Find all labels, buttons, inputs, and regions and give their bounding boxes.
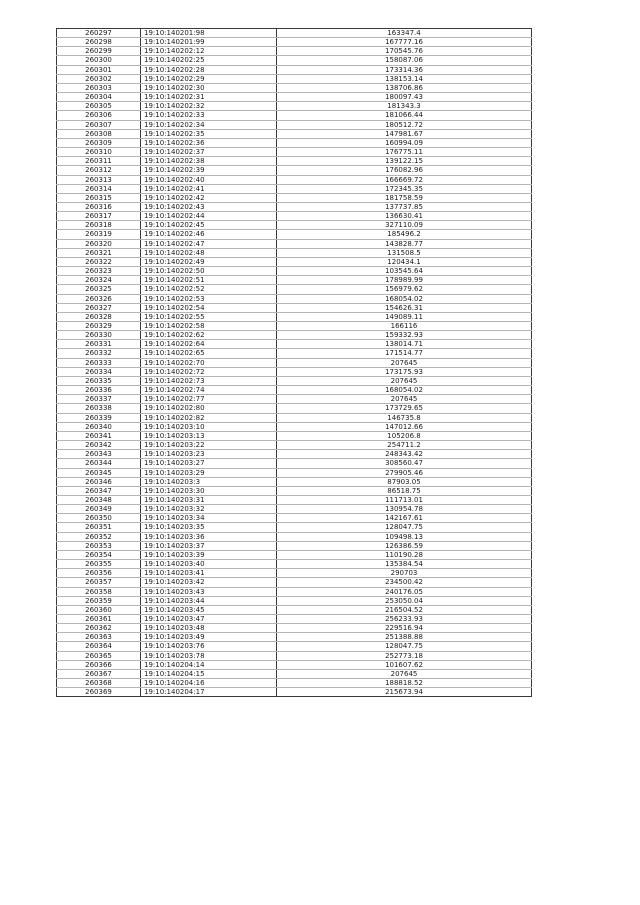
table-row — [57, 212, 532, 221]
cell-ts: 19:10:140203:45 — [141, 605, 277, 614]
cell-ts: 19:10:140202:36 — [141, 138, 277, 147]
table-row — [57, 184, 532, 193]
cell-val: 131508.5 — [277, 248, 532, 257]
cell-id: 260346 — [57, 477, 141, 486]
cell-ts: 19:10:140204:14 — [141, 660, 277, 669]
cell-val: 110190.28 — [277, 550, 532, 559]
cell-val: 172345.35 — [277, 184, 532, 193]
cell-id: 260338 — [57, 404, 141, 413]
cell-val: 173175.93 — [277, 367, 532, 376]
cell-val: 138014.71 — [277, 340, 532, 349]
cell-ts: 19:10:140203:23 — [141, 450, 277, 459]
cell-id: 260328 — [57, 312, 141, 321]
cell-val: 138153.14 — [277, 74, 532, 83]
cell-val: 254711.2 — [277, 441, 532, 450]
cell-val: 181343.3 — [277, 102, 532, 111]
cell-val: 252773.18 — [277, 651, 532, 660]
cell-id: 260347 — [57, 486, 141, 495]
cell-id: 260357 — [57, 578, 141, 587]
cell-ts: 19:10:140203:48 — [141, 624, 277, 633]
cell-val: 138706.86 — [277, 83, 532, 92]
table-row — [57, 331, 532, 340]
cell-val: 87903.05 — [277, 477, 532, 486]
table-row — [57, 560, 532, 569]
cell-ts: 19:10:140202:25 — [141, 56, 277, 65]
table-row — [57, 431, 532, 440]
cell-id: 260304 — [57, 93, 141, 102]
table-row — [57, 468, 532, 477]
cell-val: 207645 — [277, 669, 532, 678]
cell-id: 260362 — [57, 624, 141, 633]
table-row — [57, 83, 532, 92]
cell-id: 260332 — [57, 349, 141, 358]
cell-ts: 19:10:140203:32 — [141, 505, 277, 514]
table-row — [57, 514, 532, 523]
cell-id: 260359 — [57, 596, 141, 605]
cell-id: 260313 — [57, 175, 141, 184]
cell-ts: 19:10:140203:49 — [141, 633, 277, 642]
cell-id: 260348 — [57, 495, 141, 504]
table-row — [57, 29, 532, 38]
table-row — [57, 486, 532, 495]
cell-id: 260320 — [57, 239, 141, 248]
cell-val: 290703 — [277, 569, 532, 578]
cell-id: 260364 — [57, 642, 141, 651]
cell-ts: 19:10:140203:43 — [141, 587, 277, 596]
cell-ts: 19:10:140202:38 — [141, 157, 277, 166]
cell-id: 260323 — [57, 267, 141, 276]
cell-val: 180512.72 — [277, 120, 532, 129]
cell-val: 240176.05 — [277, 587, 532, 596]
cell-val: 105206.8 — [277, 431, 532, 440]
cell-val: 188818.52 — [277, 679, 532, 688]
table-row — [57, 596, 532, 605]
table-row — [57, 495, 532, 504]
cell-ts: 19:10:140202:48 — [141, 248, 277, 257]
cell-val: 143828.77 — [277, 239, 532, 248]
cell-val: 170545.76 — [277, 47, 532, 56]
cell-id: 260360 — [57, 605, 141, 614]
cell-id: 260325 — [57, 285, 141, 294]
table-row — [57, 56, 532, 65]
cell-ts: 19:10:140202:43 — [141, 202, 277, 211]
cell-id: 260336 — [57, 386, 141, 395]
table-row — [57, 569, 532, 578]
cell-ts: 19:10:140202:39 — [141, 166, 277, 175]
cell-id: 260352 — [57, 532, 141, 541]
cell-ts: 19:10:140203:31 — [141, 495, 277, 504]
table-row — [57, 459, 532, 468]
table-row — [57, 157, 532, 166]
cell-ts: 19:10:140203:41 — [141, 569, 277, 578]
table-row — [57, 120, 532, 129]
cell-val: 101607.62 — [277, 660, 532, 669]
cell-id: 260333 — [57, 358, 141, 367]
table-row — [57, 376, 532, 385]
cell-ts: 19:10:140202:46 — [141, 230, 277, 239]
cell-val: 137737.85 — [277, 202, 532, 211]
table-row — [57, 202, 532, 211]
table-row — [57, 312, 532, 321]
table-row — [57, 358, 532, 367]
table-row — [57, 267, 532, 276]
cell-val: 176082.96 — [277, 166, 532, 175]
cell-ts: 19:10:140202:34 — [141, 120, 277, 129]
cell-val: 176775.11 — [277, 148, 532, 157]
cell-ts: 19:10:140202:53 — [141, 294, 277, 303]
cell-id: 260322 — [57, 257, 141, 266]
cell-id: 260349 — [57, 505, 141, 514]
cell-id: 260302 — [57, 74, 141, 83]
cell-ts: 19:10:140202:29 — [141, 74, 277, 83]
cell-ts: 19:10:140204:15 — [141, 669, 277, 678]
cell-val: 207645 — [277, 358, 532, 367]
cell-ts: 19:10:140202:72 — [141, 367, 277, 376]
cell-id: 260301 — [57, 65, 141, 74]
cell-id: 260327 — [57, 303, 141, 312]
cell-val: 327110.09 — [277, 221, 532, 230]
cell-id: 260335 — [57, 376, 141, 385]
cell-ts: 19:10:140202:50 — [141, 267, 277, 276]
cell-val: 234500.42 — [277, 578, 532, 587]
cell-val: 160994.09 — [277, 138, 532, 147]
cell-val: 135384.54 — [277, 560, 532, 569]
data-table — [56, 28, 532, 697]
table-row — [57, 257, 532, 266]
table-row — [57, 477, 532, 486]
table-row — [57, 669, 532, 678]
table-row — [57, 303, 532, 312]
cell-id: 260326 — [57, 294, 141, 303]
cell-id: 260317 — [57, 212, 141, 221]
cell-id: 260329 — [57, 322, 141, 331]
cell-val: 156979.62 — [277, 285, 532, 294]
cell-ts: 19:10:140202:73 — [141, 376, 277, 385]
cell-id: 260305 — [57, 102, 141, 111]
table-row — [57, 541, 532, 550]
table-row — [57, 523, 532, 532]
cell-ts: 19:10:140202:64 — [141, 340, 277, 349]
cell-val: 181758.59 — [277, 193, 532, 202]
cell-val: 146735.8 — [277, 413, 532, 422]
cell-ts: 19:10:140202:12 — [141, 47, 277, 56]
cell-id: 260339 — [57, 413, 141, 422]
cell-val: 173729.65 — [277, 404, 532, 413]
cell-val: 185496.2 — [277, 230, 532, 239]
cell-id: 260367 — [57, 669, 141, 678]
cell-ts: 19:10:140202:70 — [141, 358, 277, 367]
table-row — [57, 148, 532, 157]
table-row — [57, 239, 532, 248]
cell-id: 260345 — [57, 468, 141, 477]
cell-ts: 19:10:140202:37 — [141, 148, 277, 157]
cell-val: 109498.13 — [277, 532, 532, 541]
cell-id: 260368 — [57, 679, 141, 688]
cell-id: 260369 — [57, 688, 141, 697]
table-row — [57, 505, 532, 514]
cell-ts: 19:10:140203:44 — [141, 596, 277, 605]
cell-val: 128047.75 — [277, 642, 532, 651]
cell-val: 207645 — [277, 376, 532, 385]
table-row — [57, 111, 532, 120]
table-row — [57, 660, 532, 669]
cell-ts: 19:10:140202:47 — [141, 239, 277, 248]
cell-val: 103545.64 — [277, 267, 532, 276]
cell-val: 229516.94 — [277, 624, 532, 633]
cell-ts: 19:10:140202:65 — [141, 349, 277, 358]
table-row — [57, 404, 532, 413]
cell-val: 308560.47 — [277, 459, 532, 468]
cell-ts: 19:10:140202:74 — [141, 386, 277, 395]
cell-id: 260298 — [57, 38, 141, 47]
cell-ts: 19:10:140202:33 — [141, 111, 277, 120]
table-row — [57, 47, 532, 56]
cell-ts: 19:10:140202:49 — [141, 257, 277, 266]
cell-ts: 19:10:140203:47 — [141, 615, 277, 624]
cell-id: 260310 — [57, 148, 141, 157]
cell-ts: 19:10:140203:35 — [141, 523, 277, 532]
table-row — [57, 642, 532, 651]
cell-id: 260300 — [57, 56, 141, 65]
table-row — [57, 221, 532, 230]
table-row — [57, 688, 532, 697]
cell-id: 260331 — [57, 340, 141, 349]
cell-val: 181066.44 — [277, 111, 532, 120]
cell-id: 260316 — [57, 202, 141, 211]
cell-ts: 19:10:140202:58 — [141, 322, 277, 331]
cell-ts: 19:10:140202:82 — [141, 413, 277, 422]
cell-ts: 19:10:140204:17 — [141, 688, 277, 697]
cell-id: 260366 — [57, 660, 141, 669]
cell-id: 260337 — [57, 395, 141, 404]
cell-val: 173314.36 — [277, 65, 532, 74]
table-row — [57, 651, 532, 660]
cell-val: 215673.94 — [277, 688, 532, 697]
cell-val: 178989.99 — [277, 276, 532, 285]
table-row — [57, 285, 532, 294]
cell-val: 139122.15 — [277, 157, 532, 166]
table-row — [57, 93, 532, 102]
cell-ts: 19:10:140203:29 — [141, 468, 277, 477]
cell-ts: 19:10:140202:30 — [141, 83, 277, 92]
table-row — [57, 102, 532, 111]
cell-val: 166669.72 — [277, 175, 532, 184]
cell-id: 260312 — [57, 166, 141, 175]
cell-ts: 19:10:140203:13 — [141, 431, 277, 440]
cell-ts: 19:10:140202:80 — [141, 404, 277, 413]
table-row — [57, 386, 532, 395]
cell-val: 251388.88 — [277, 633, 532, 642]
cell-ts: 19:10:140202:35 — [141, 129, 277, 138]
cell-ts: 19:10:140203:42 — [141, 578, 277, 587]
cell-id: 260334 — [57, 367, 141, 376]
cell-val: 147981.67 — [277, 129, 532, 138]
table-row — [57, 349, 532, 358]
table-row — [57, 395, 532, 404]
cell-id: 260315 — [57, 193, 141, 202]
table-row — [57, 340, 532, 349]
cell-val: 120434.1 — [277, 257, 532, 266]
table-row — [57, 422, 532, 431]
cell-ts: 19:10:140202:52 — [141, 285, 277, 294]
cell-val: 216504.52 — [277, 605, 532, 614]
cell-ts: 19:10:140203:78 — [141, 651, 277, 660]
cell-ts: 19:10:140203:34 — [141, 514, 277, 523]
cell-ts: 19:10:140203:27 — [141, 459, 277, 468]
cell-ts: 19:10:140203:30 — [141, 486, 277, 495]
table-row — [57, 166, 532, 175]
cell-id: 260311 — [57, 157, 141, 166]
table-row — [57, 322, 532, 331]
cell-ts: 19:10:140203:3 — [141, 477, 277, 486]
cell-ts: 19:10:140202:62 — [141, 331, 277, 340]
cell-val: 171514.77 — [277, 349, 532, 358]
cell-val: 147012.66 — [277, 422, 532, 431]
cell-id: 260365 — [57, 651, 141, 660]
cell-id: 260358 — [57, 587, 141, 596]
cell-val: 279905.46 — [277, 468, 532, 477]
cell-id: 260361 — [57, 615, 141, 624]
cell-id: 260350 — [57, 514, 141, 523]
table-row — [57, 587, 532, 596]
cell-ts: 19:10:140202:54 — [141, 303, 277, 312]
cell-val: 86518.75 — [277, 486, 532, 495]
cell-val: 256233.93 — [277, 615, 532, 624]
cell-val: 168054.02 — [277, 294, 532, 303]
cell-id: 260356 — [57, 569, 141, 578]
cell-id: 260319 — [57, 230, 141, 239]
cell-ts: 19:10:140202:41 — [141, 184, 277, 193]
cell-ts: 19:10:140202:32 — [141, 102, 277, 111]
table-row — [57, 294, 532, 303]
table-row — [57, 175, 532, 184]
table-body — [57, 29, 532, 697]
cell-id: 260351 — [57, 523, 141, 532]
table-row — [57, 138, 532, 147]
cell-id: 260299 — [57, 47, 141, 56]
cell-id: 260330 — [57, 331, 141, 340]
table-row — [57, 65, 532, 74]
cell-id: 260314 — [57, 184, 141, 193]
cell-ts: 19:10:140204:16 — [141, 679, 277, 688]
cell-ts: 19:10:140203:10 — [141, 422, 277, 431]
cell-val: 207645 — [277, 395, 532, 404]
table-row — [57, 550, 532, 559]
table-row — [57, 624, 532, 633]
cell-val: 168054.02 — [277, 386, 532, 395]
cell-ts: 19:10:140203:36 — [141, 532, 277, 541]
cell-ts: 19:10:140202:44 — [141, 212, 277, 221]
cell-id: 260353 — [57, 541, 141, 550]
cell-id: 260321 — [57, 248, 141, 257]
table-row — [57, 276, 532, 285]
table-row — [57, 74, 532, 83]
cell-id: 260342 — [57, 441, 141, 450]
table-row — [57, 578, 532, 587]
table-row — [57, 679, 532, 688]
cell-val: 163347.4 — [277, 29, 532, 38]
cell-id: 260303 — [57, 83, 141, 92]
cell-id: 260340 — [57, 422, 141, 431]
table-row — [57, 450, 532, 459]
table-row — [57, 605, 532, 614]
cell-ts: 19:10:140202:55 — [141, 312, 277, 321]
cell-val: 180097.43 — [277, 93, 532, 102]
table-row — [57, 615, 532, 624]
cell-val: 154626.31 — [277, 303, 532, 312]
cell-ts: 19:10:140202:45 — [141, 221, 277, 230]
table-row — [57, 248, 532, 257]
cell-val: 159332.93 — [277, 331, 532, 340]
cell-ts: 19:10:140202:77 — [141, 395, 277, 404]
cell-ts: 19:10:140203:22 — [141, 441, 277, 450]
table-row — [57, 367, 532, 376]
cell-val: 248343.42 — [277, 450, 532, 459]
cell-ts: 19:10:140203:40 — [141, 560, 277, 569]
cell-val: 158087.06 — [277, 56, 532, 65]
cell-id: 260354 — [57, 550, 141, 559]
cell-val: 166116 — [277, 322, 532, 331]
cell-id: 260363 — [57, 633, 141, 642]
cell-ts: 19:10:140202:42 — [141, 193, 277, 202]
cell-id: 260308 — [57, 129, 141, 138]
table-row — [57, 633, 532, 642]
cell-id: 260324 — [57, 276, 141, 285]
cell-id: 260341 — [57, 431, 141, 440]
cell-ts: 19:10:140201:99 — [141, 38, 277, 47]
cell-id: 260309 — [57, 138, 141, 147]
cell-id: 260318 — [57, 221, 141, 230]
cell-val: 167777.16 — [277, 38, 532, 47]
cell-id: 260306 — [57, 111, 141, 120]
cell-id: 260344 — [57, 459, 141, 468]
cell-ts: 19:10:140203:76 — [141, 642, 277, 651]
table-row — [57, 230, 532, 239]
cell-val: 130954.78 — [277, 505, 532, 514]
cell-ts: 19:10:140201:98 — [141, 29, 277, 38]
table-row — [57, 441, 532, 450]
table-row — [57, 193, 532, 202]
cell-id: 260297 — [57, 29, 141, 38]
cell-id: 260355 — [57, 560, 141, 569]
table-row — [57, 38, 532, 47]
cell-val: 111713.01 — [277, 495, 532, 504]
cell-val: 149089.11 — [277, 312, 532, 321]
cell-id: 260343 — [57, 450, 141, 459]
cell-ts: 19:10:140202:31 — [141, 93, 277, 102]
table-row — [57, 413, 532, 422]
cell-ts: 19:10:140202:28 — [141, 65, 277, 74]
cell-ts: 19:10:140203:37 — [141, 541, 277, 550]
table-row — [57, 532, 532, 541]
cell-val: 128047.75 — [277, 523, 532, 532]
cell-val: 126386.59 — [277, 541, 532, 550]
cell-ts: 19:10:140202:51 — [141, 276, 277, 285]
cell-val: 142167.61 — [277, 514, 532, 523]
table-row — [57, 129, 532, 138]
cell-ts: 19:10:140203:39 — [141, 550, 277, 559]
cell-id: 260307 — [57, 120, 141, 129]
cell-val: 253050.04 — [277, 596, 532, 605]
cell-ts: 19:10:140202:40 — [141, 175, 277, 184]
cell-val: 136630.41 — [277, 212, 532, 221]
